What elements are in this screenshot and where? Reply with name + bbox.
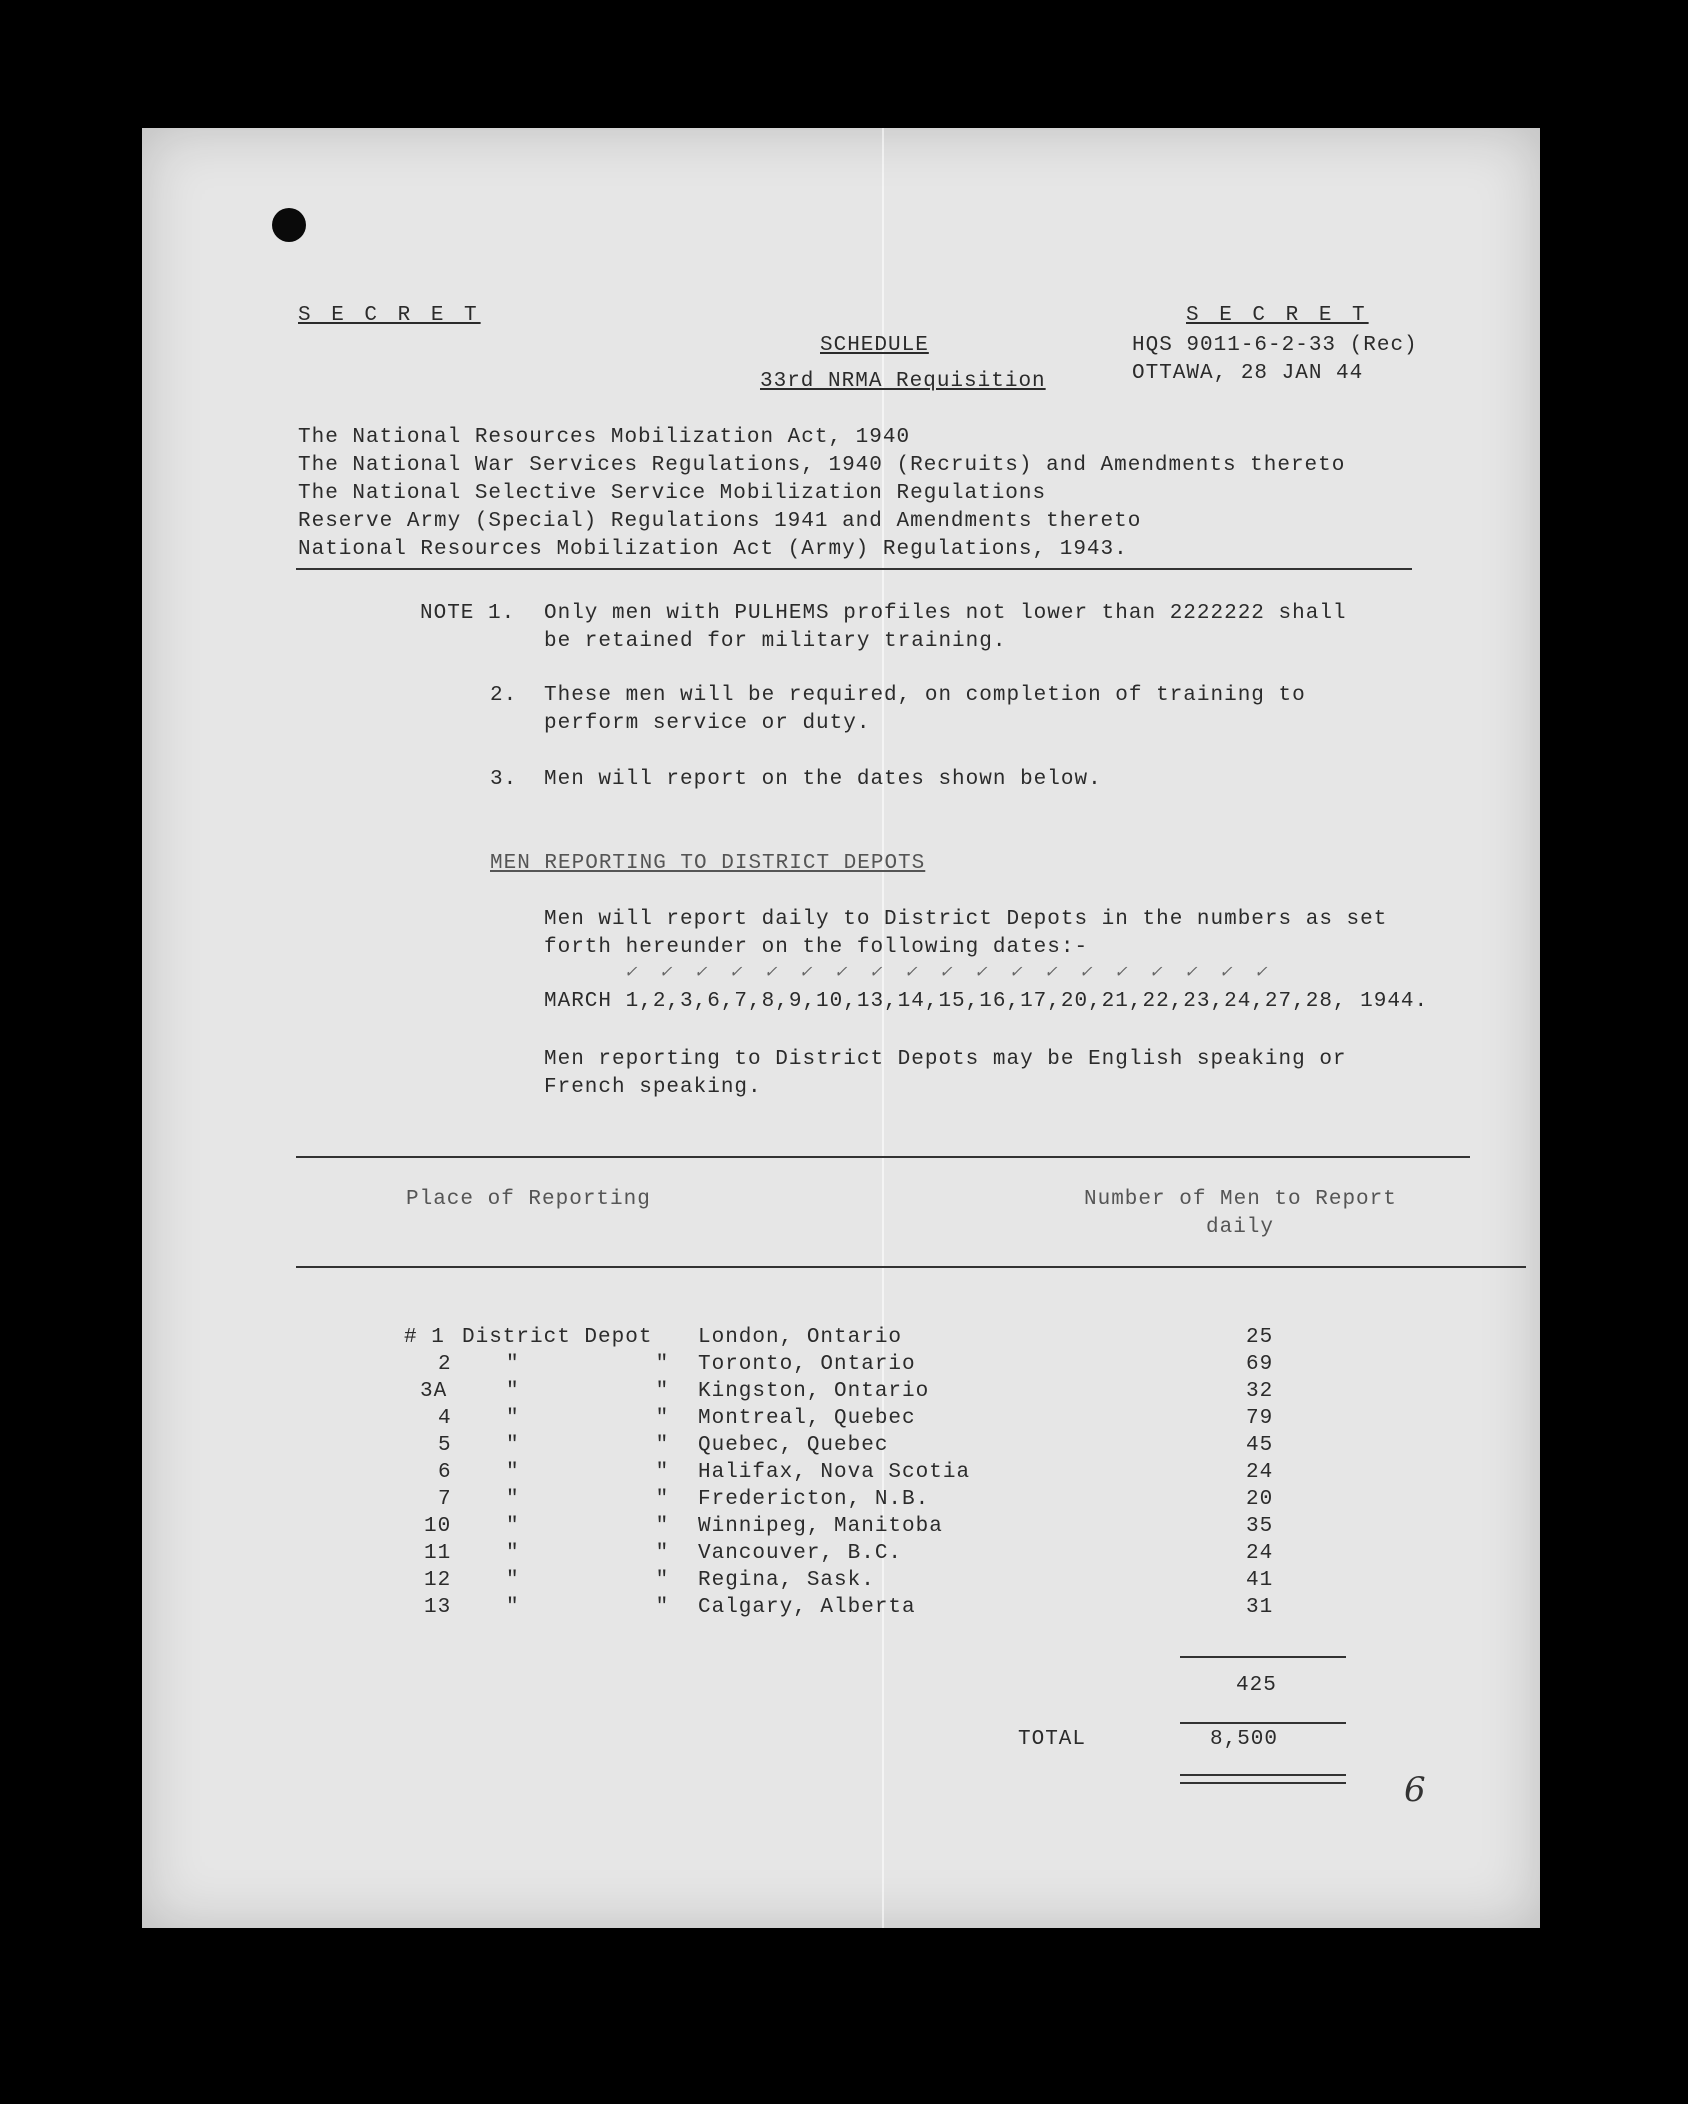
requisition-title: 33rd NRMA Requisition <box>760 370 1046 393</box>
depot-number: 2 <box>438 1353 452 1376</box>
subtotal-rule <box>1180 1656 1346 1658</box>
depot-label: " " <box>506 1353 670 1376</box>
page-number: 6 <box>1404 1770 1427 1810</box>
depot-number: 4 <box>438 1407 452 1430</box>
depot-label: " " <box>506 1407 670 1430</box>
punch-hole <box>272 208 306 242</box>
depot-number: 12 <box>424 1569 452 1592</box>
section-heading: MEN REPORTING TO DISTRICT DEPOTS <box>490 852 926 875</box>
depot-city: Quebec, Quebec <box>698 1434 889 1457</box>
depot-number: 7 <box>438 1488 452 1511</box>
depot-count: 32 <box>1246 1380 1274 1403</box>
depot-city: Regina, Sask. <box>698 1569 875 1592</box>
act-line: Reserve Army (Special) Regulations 1941 and Amendments thereto <box>298 510 1142 533</box>
depot-count: 20 <box>1246 1488 1274 1511</box>
act-line: The National Resources Mobilization Act, 1940 <box>298 426 911 449</box>
depot-city: Winnipeg, Manitoba <box>698 1515 943 1538</box>
depot-count: 25 <box>1246 1326 1274 1349</box>
total-rule <box>1180 1722 1346 1724</box>
depot-label: " " <box>506 1596 670 1619</box>
depot-count: 24 <box>1246 1461 1274 1484</box>
column-header-number: daily <box>1206 1216 1275 1239</box>
secret-right: S E C R E T <box>1186 304 1369 327</box>
depot-count: 31 <box>1246 1596 1274 1619</box>
depot-count: 69 <box>1246 1353 1274 1376</box>
total-double-rule-bottom <box>1180 1782 1346 1784</box>
column-header-place: Place of Reporting <box>406 1188 651 1211</box>
total-double-rule-top <box>1180 1774 1346 1776</box>
depot-label: " " <box>506 1569 670 1592</box>
note-text: Men will report on the dates shown below. <box>544 768 1102 791</box>
depot-city: Montreal, Quebec <box>698 1407 916 1430</box>
depot-number: 10 <box>424 1515 452 1538</box>
place-date: OTTAWA, 28 JAN 44 <box>1132 362 1364 385</box>
depot-number: 13 <box>424 1596 452 1619</box>
fold-line <box>882 128 884 1928</box>
depot-number: 5 <box>438 1434 452 1457</box>
depot-number: 3A <box>420 1380 448 1403</box>
depot-number: # 1 <box>404 1326 445 1349</box>
depot-number: 6 <box>438 1461 452 1484</box>
depot-city: Fredericton, N.B. <box>698 1488 930 1511</box>
depot-count: 41 <box>1246 1569 1274 1592</box>
note-number: 3. <box>490 768 518 791</box>
depot-label: District Depot <box>462 1326 653 1349</box>
depot-count: 24 <box>1246 1542 1274 1565</box>
depot-label: " " <box>506 1461 670 1484</box>
section-paragraph: forth hereunder on the following dates:- <box>544 936 1089 959</box>
column-header-number: Number of Men to Report <box>1084 1188 1397 1211</box>
depot-city: Calgary, Alberta <box>698 1596 916 1619</box>
depot-count: 79 <box>1246 1407 1274 1430</box>
total-value: 8,500 <box>1210 1728 1279 1751</box>
note-text: These men will be required, on completion of training to <box>544 684 1306 707</box>
note-number: NOTE 1. <box>420 602 516 625</box>
acts-underline <box>296 568 1412 570</box>
schedule-title: SCHEDULE <box>820 334 929 357</box>
act-line: The National War Services Regulations, 1940 (Recruits) and Amendments thereto <box>298 454 1346 477</box>
depot-city: Toronto, Ontario <box>698 1353 916 1376</box>
note-text: perform service or duty. <box>544 712 871 735</box>
depot-label: " " <box>506 1380 670 1403</box>
depot-count: 35 <box>1246 1515 1274 1538</box>
subtotal-value: 425 <box>1236 1674 1277 1697</box>
table-header-rule <box>296 1266 1526 1268</box>
note-text: be retained for military training. <box>544 630 1007 653</box>
section-paragraph: Men reporting to District Depots may be English speaking or <box>544 1048 1347 1071</box>
depot-city: Kingston, Ontario <box>698 1380 930 1403</box>
secret-left: S E C R E T <box>298 304 481 327</box>
total-label: TOTAL <box>1018 1728 1087 1751</box>
act-line: National Resources Mobilization Act (Army) Regulations, 1943. <box>298 538 1128 561</box>
depot-label: " " <box>506 1434 670 1457</box>
section-paragraph: Men will report daily to District Depots in the numbers as set <box>544 908 1388 931</box>
depot-city: London, Ontario <box>698 1326 903 1349</box>
depot-city: Halifax, Nova Scotia <box>698 1461 971 1484</box>
file-reference: HQS 9011-6-2-33 (Rec) <box>1132 334 1418 357</box>
note-number: 2. <box>490 684 518 707</box>
handwritten-date-marks: ✓ ✓ ✓ ✓ ✓ ✓ ✓ ✓ ✓ ✓ ✓ ✓ ✓ ✓ ✓ ✓ ✓ ✓ ✓ <box>624 964 1274 982</box>
depot-label: " " <box>506 1515 670 1538</box>
note-text: Only men with PULHEMS profiles not lower than 2222222 shall <box>544 602 1347 625</box>
depot-label: " " <box>506 1542 670 1565</box>
document-page <box>142 128 1540 1928</box>
depot-city: Vancouver, B.C. <box>698 1542 903 1565</box>
table-top-rule <box>296 1156 1470 1158</box>
depot-count: 45 <box>1246 1434 1274 1457</box>
section-paragraph: French speaking. <box>544 1076 762 1099</box>
depot-label: " " <box>506 1488 670 1511</box>
depot-number: 11 <box>424 1542 452 1565</box>
reporting-dates: MARCH 1,2,3,6,7,8,9,10,13,14,15,16,17,20,21,22,23,24,27,28, 1944. <box>544 990 1429 1013</box>
act-line: The National Selective Service Mobilization Regulations <box>298 482 1047 505</box>
